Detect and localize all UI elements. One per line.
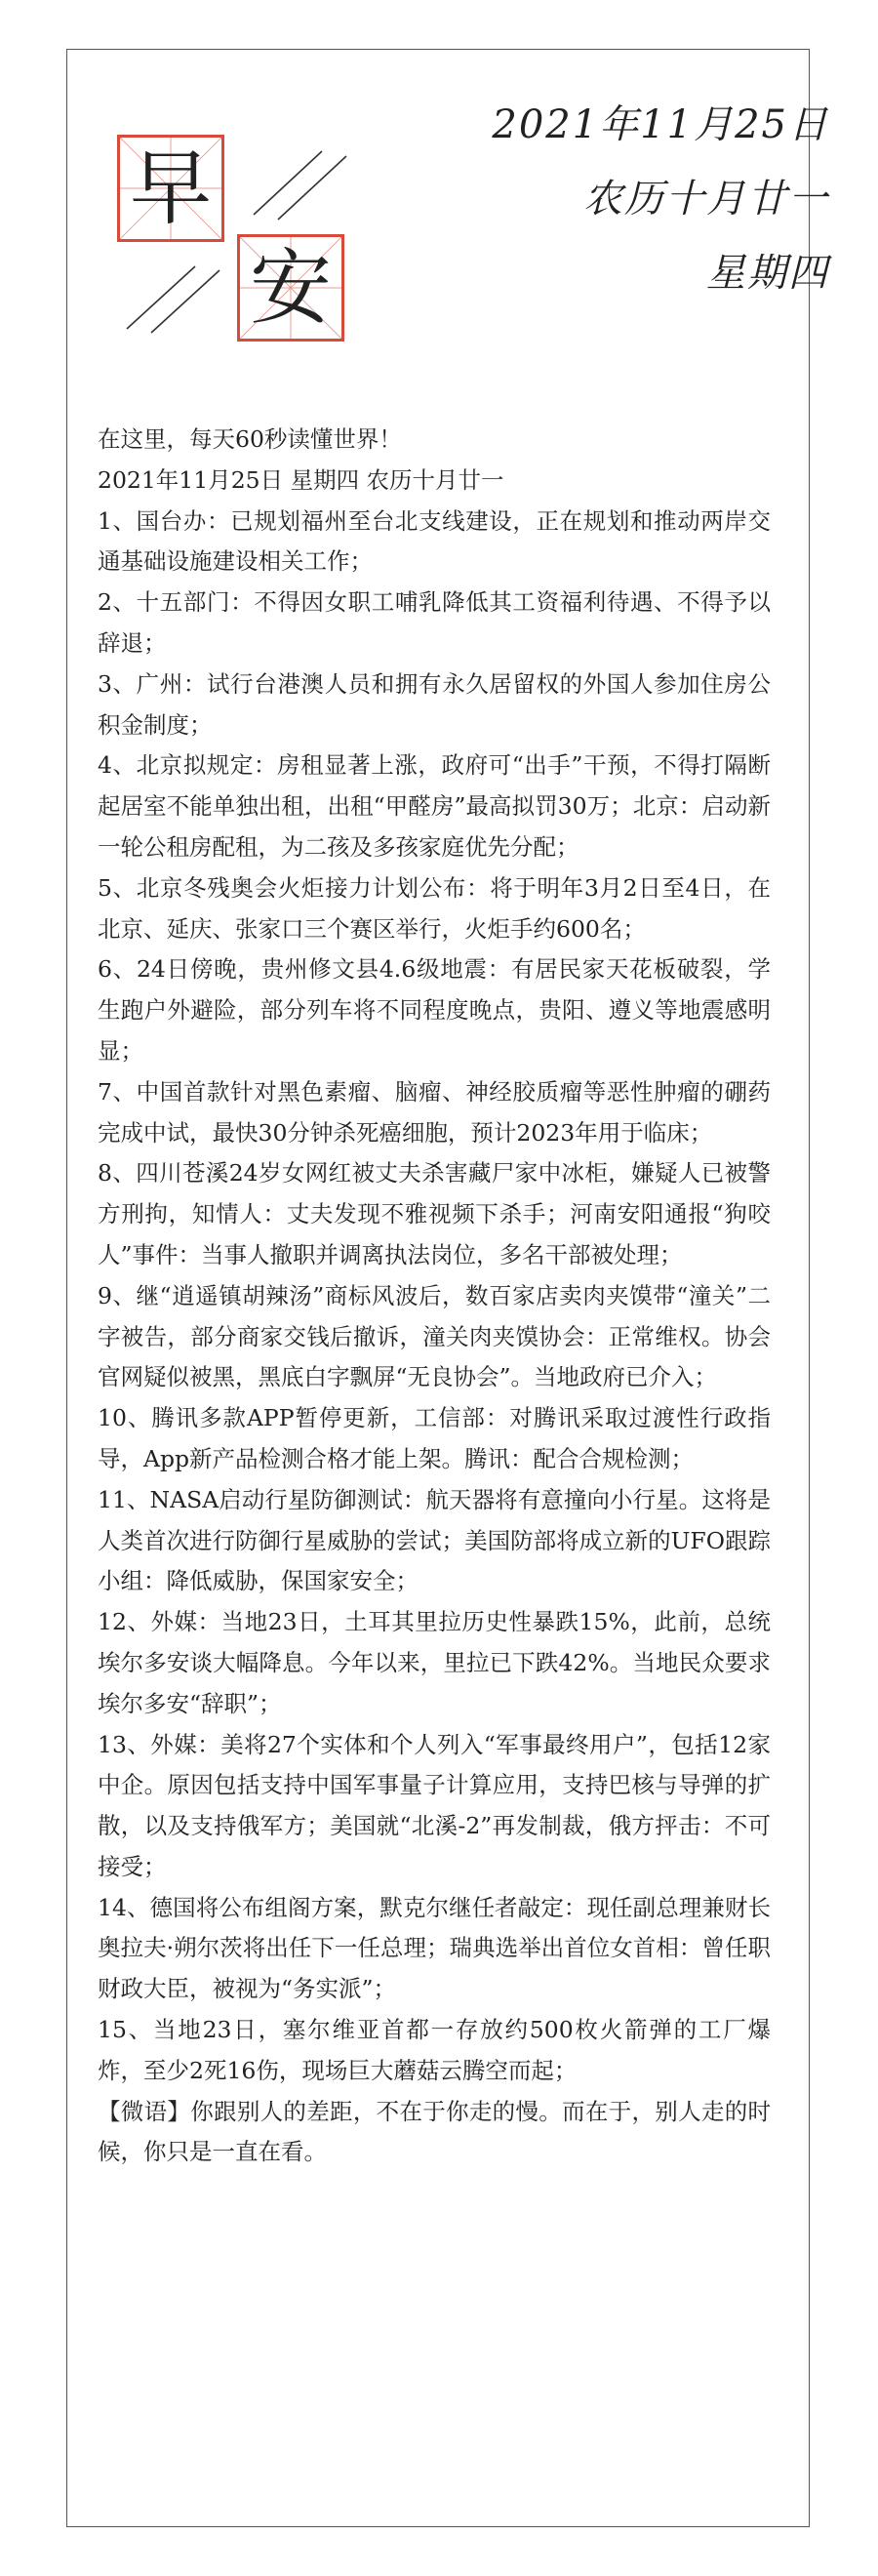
news-item: 2、十五部门：不得因女职工哺乳降低其工资福利待遇、不得予以辞退； [98, 588, 771, 657]
news-item: 9、继“逍遥镇胡辣汤”商标风波后，数百家店卖肉夹馍带“潼关”二字被告，部分商家交钱后撤诉，潼关肉夹馍协会：正常维权。协会官网疑似被黑，黑底白字飘屏“无良协会”。当地政府已介入； [98, 1281, 771, 1391]
news-item: 7、中国首款针对黑色素瘤、脑瘤、神经胶质瘤等恶性肿瘤的硼药完成中试，最快30分钟杀死癌细胞，预计2023年用于临床； [98, 1077, 771, 1147]
dateline: 2021年11月25日 星期四 农历十月廿一 [98, 465, 504, 494]
news-item: 13、外媒：美将27个实体和个人列入“军事最终用户”，包括12家中企。原因包括支持中国军事量子计算应用，支持巴核与导弹的扩散，以及支持俄军方；美国就“北溪-2”再发制裁，俄方抨击：不可接受； [98, 1730, 771, 1880]
news-item: 14、德国将公布组阁方案，默克尔继任者敲定：现任副总理兼财长奥拉夫·朔尔茨将出任下一任总理；瑞典选举出首位女首相：曾任职财政大臣，被视为“务实派”； [98, 1893, 771, 2003]
title-char-morning: 早 [117, 135, 224, 242]
news-item: 12、外媒：当地23日，土耳其里拉历史性暴跌15%，此前，总统埃尔多安谈大幅降息。今年以来，里拉已下跌42%。当地民众要求埃尔多安“辞职”； [98, 1608, 771, 1717]
slash-decoration-top [244, 146, 351, 224]
title-char-peace: 安 [237, 234, 344, 342]
news-item: 8、四川苍溪24岁女网红被丈夫杀害藏尸家中冰柜，嫌疑人已被警方刑拘，知情人：丈夫发现不雅视频下杀手；河南安阳通报“狗咬人”事件：当事人撤职并调离执法岗位，多名干部被处理； [98, 1159, 771, 1268]
news-item: 11、NASA启动行星防御测试：航天器将有意撞向小行星。这将是人类首次进行防御行星威胁的尝试；美国防部将成立新的UFO跟踪小组：降低威胁，保国家安全； [98, 1485, 771, 1595]
news-item: 5、北京冬残奥会火炬接力计划公布：将于明年3月2日至4日，在北京、延庆、张家口三个赛区举行，火炬手约600名； [98, 873, 771, 943]
weekday-text: 星期四 [706, 251, 829, 296]
news-item: 10、腾讯多款APP暂停更新，工信部：对腾讯采取过渡性行政指导，App新产品检测合格才能上架。腾讯：配合合规检测； [98, 1404, 771, 1472]
lunar-date-text: 农历十月廿一 [583, 177, 829, 221]
news-item: 4、北京拟规定：房租显著上涨，政府可“出手”干预，不得打隔断起居室不能单独出租，出租“甲醛房”最高拟罚30万；北京：启动新一轮公租房配租，为二孩及多孩家庭优先分配； [98, 751, 771, 861]
date-text: 2021年11月25日 [492, 102, 829, 147]
slash-decoration-bottom [122, 259, 229, 337]
news-item: 6、24日傍晚，贵州修文县4.6级地震：有居民家天花板破裂，学生跑户外避险，部分列车将不同程度晚点，贵阳、遵义等地震感明显； [98, 955, 771, 1065]
date-block [492, 88, 829, 310]
news-item: 3、广州：试行台港澳人员和拥有永久居留权的外国人参加住房公积金制度； [98, 669, 771, 739]
news-item: 15、当地23日，塞尔维亚首都一存放约500枚火箭弹的工厂爆炸，至少2死16伤，现场巨大蘑菇云腾空而起； [98, 2016, 771, 2084]
intro-line: 在这里，每天60秒读懂世界！ [98, 425, 402, 453]
news-content [98, 420, 771, 2173]
news-item: 1、国台办：已规划福州至台北支线建设，正在规划和推动两岸交通基础设施建设相关工作； [98, 506, 771, 576]
daily-saying: 【微语】你跟别人的差距，不在于你走的慢。而在于，别人走的时候，你只是一直在看。 [98, 2097, 771, 2166]
